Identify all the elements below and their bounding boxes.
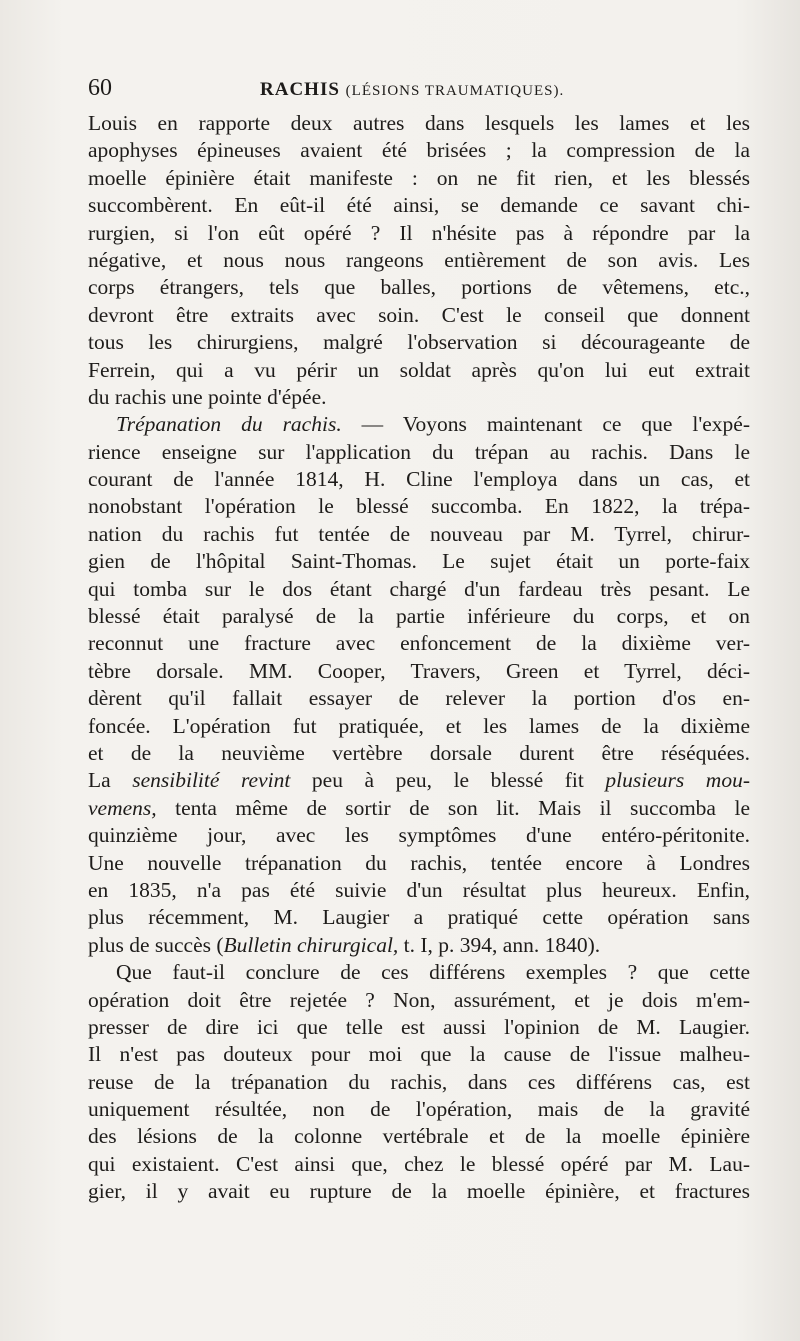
text-line: quinzième jour, avec les symptômes d'une entéro-péritonite. xyxy=(88,823,750,848)
text-run: peu à peu, le blessé fit xyxy=(290,768,606,793)
text-line: presser de dire ici que telle est aussi l'opinion de M. Laugier. xyxy=(88,1014,750,1039)
text-line xyxy=(88,932,750,959)
text-line: reconnut une fracture avec enfoncement de la dixième ver- xyxy=(88,631,750,656)
text-line: Que faut-il conclure de ces différens exemples ? que cette xyxy=(116,960,750,985)
page-header xyxy=(88,74,760,104)
text-line: qui tomba sur le dos étant chargé d'un fardeau très pesant. Le xyxy=(88,576,750,601)
text-line: opération doit être rejetée ? Non, assurément, et je dois m'em- xyxy=(88,987,750,1012)
italic-run: plusieurs mou- xyxy=(605,768,750,793)
text-line: tèbre dorsale. MM. Cooper, Travers, Green et Tyrrel, déci- xyxy=(88,658,750,683)
text-line: tous les chirurgiens, malgré l'observation si décourageante de xyxy=(88,330,750,355)
text-line: reuse de la trépanation du rachis, dans ces différens cas, est xyxy=(88,1069,750,1094)
text-line: négative, et nous nous rangeons entièrement de son avis. Les xyxy=(88,247,750,272)
text-line: Louis en rapporte deux autres dans lesquels les lames et les xyxy=(88,111,750,135)
section-heading: Trépanation du rachis. xyxy=(116,412,342,437)
text-line: en 1835, n'a pas été suivie d'un résultat plus heureux. Enfin, xyxy=(88,877,750,902)
italic-run: sensibilité revint xyxy=(132,768,291,793)
text-line: devront être extraits avec soin. C'est le conseil que donnent xyxy=(88,302,750,327)
page-number: 60 xyxy=(88,75,112,101)
text-line: nonobstant l'opération le blessé succomba. En 1822, la trépa- xyxy=(88,494,750,519)
text-line: dèrent qu'il fallait essayer de relever la portion d'os en- xyxy=(88,686,750,711)
text-line xyxy=(88,795,750,822)
running-head-sub: (LÉSIONS TRAUMATIQUES). xyxy=(345,83,565,99)
text-line: des lésions de la colonne vertébrale et de la moelle épinière xyxy=(88,1124,750,1149)
text-run: La xyxy=(88,768,133,793)
text-line: uniquement résultée, non de l'opération, mais de la gravité xyxy=(88,1097,750,1122)
italic-run: vemens, xyxy=(88,795,157,820)
text-line: gier, il y avait eu rupture de la moelle épinière, et fractures xyxy=(88,1179,750,1204)
text-line xyxy=(88,767,750,794)
text-line: Il n'est pas douteux pour moi que la cause de l'issue malheu- xyxy=(88,1042,750,1067)
text-run: t. I, p. 394, ann. 1840). xyxy=(398,932,601,957)
running-head-main: RACHIS xyxy=(260,79,340,100)
text-line: succombèrent. En eût-il été ainsi, se demande ce savant chi- xyxy=(88,193,750,218)
text-line: nation du rachis fut tentée de nouveau par M. Tyrrel, chirur- xyxy=(88,521,750,546)
text-run: — Voyons maintenant ce que l'expé- xyxy=(341,412,750,437)
text-run: plus de succès ( xyxy=(88,932,224,957)
text-line: apophyses épineuses avaient été brisées ; la compression de la xyxy=(88,138,750,163)
text-line: gien de l'hôpital Saint-Thomas. Le sujet était un porte-faix xyxy=(88,549,750,574)
text-line: moelle épinière était manifeste : on ne fit rien, et les blessés xyxy=(88,165,750,190)
citation-title: Bulletin chirurgical, xyxy=(223,932,399,957)
running-head xyxy=(260,78,564,103)
text-line: Une nouvelle trépanation du rachis, tentée encore à Londres xyxy=(88,850,750,875)
text-line: blessé était paralysé de la partie inférieure du corps, et on xyxy=(88,604,750,629)
text-line: rience enseigne sur l'application du trépan au rachis. Dans le xyxy=(88,439,750,464)
text-run: tenta même de sortir de son lit. Mais il succomba le xyxy=(156,795,750,820)
text-line: rurgien, si l'on eût opéré ? Il n'hésite pas à répondre par la xyxy=(88,220,750,245)
text-line: corps étrangers, tels que balles, portions de vêtemens, etc., xyxy=(88,275,750,300)
text-line: et de la neuvième vertèbre dorsale durent être réséquées. xyxy=(88,740,750,765)
text-line: Ferrein, qui a vu périr un soldat après qu'on lui eut extrait xyxy=(88,357,750,382)
text-line xyxy=(88,411,750,438)
text-line: du rachis une pointe d'épée. xyxy=(88,384,327,409)
text-line: foncée. L'opération fut pratiquée, et les lames de la dixième xyxy=(88,713,750,738)
text-line: courant de l'année 1814, H. Cline l'employa dans un cas, et xyxy=(88,467,750,492)
page-body xyxy=(88,110,750,1206)
text-line: qui existaient. C'est ainsi que, chez le blessé opéré par M. Lau- xyxy=(88,1151,750,1176)
text-line: plus récemment, M. Laugier a pratiqué cette opération sans xyxy=(88,905,750,930)
